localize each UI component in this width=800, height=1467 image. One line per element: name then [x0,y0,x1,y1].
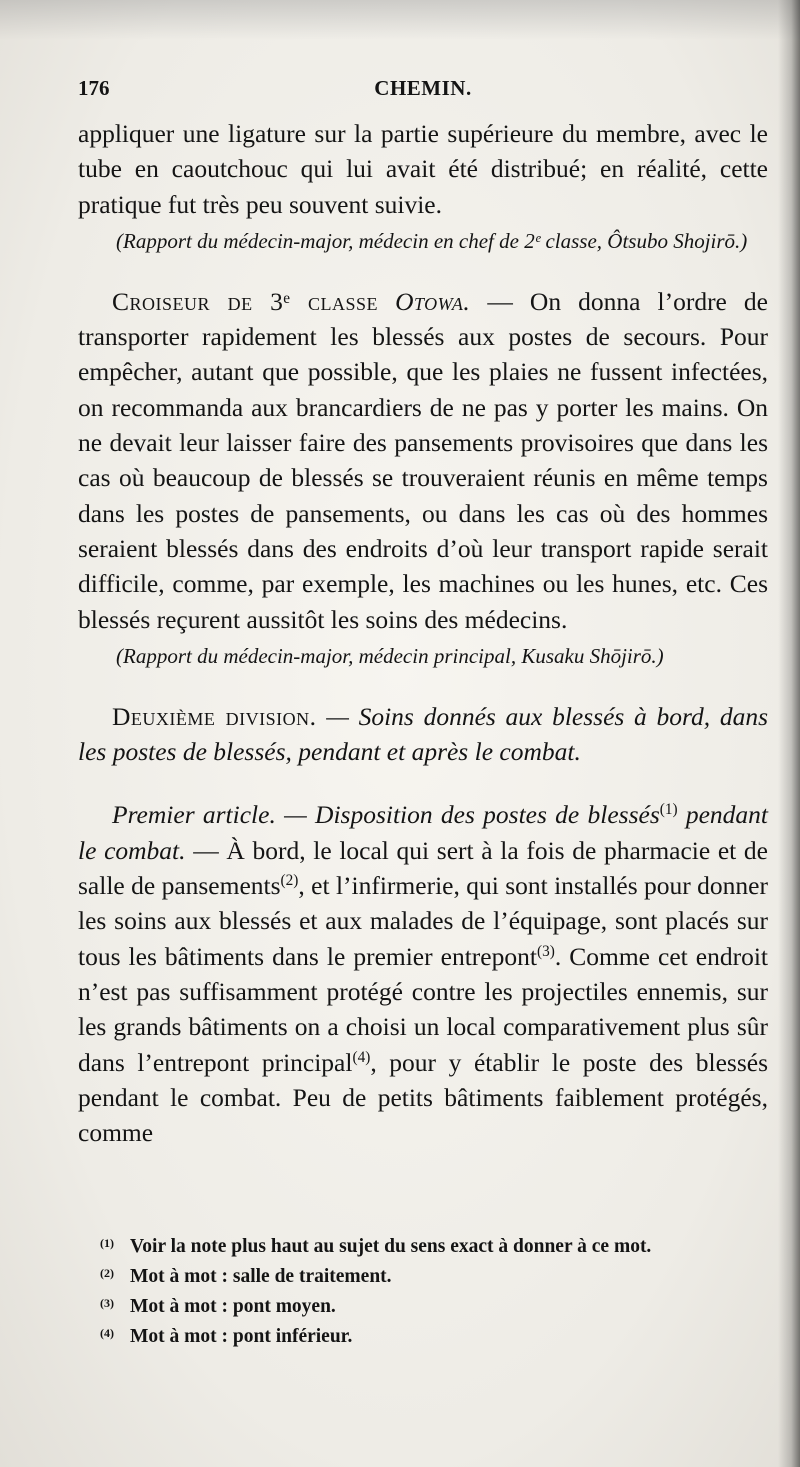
division-title: — Soins donnés aux blessés à bord, dans les postes de blessés, pendant et après le combat. [78,701,768,767]
footnote-mark: (2) [100,1266,114,1280]
running-title: CHEMIN. [374,76,472,100]
article-title-end: pendant le combat. [78,800,769,865]
section-heading-division [78,699,768,770]
main-text [78,116,768,1150]
page-number: 176 [78,76,110,100]
article-title: — Disposition des postes de blessés [284,800,660,830]
footnote-ref-3[interactable]: (3) [536,942,555,960]
footnote-ref-4[interactable]: (4) [352,1048,371,1066]
footnote [100,1262,760,1292]
footnote-text: Mot à mot : pont inférieur. [130,1326,353,1347]
footnote [100,1232,760,1262]
footnote-text: Mot à mot : salle de traitement. [130,1266,392,1287]
page-header [78,76,768,106]
ship-name: Otowa. [395,286,471,316]
paragraph-continuation: appliquer une ligature sur la partie supérieure du membre, avec le tube en caoutchouc qui lui avait été distribué; en réalité, cette pratique fut très peu souvent suivie. [78,119,768,219]
footnote [100,1292,760,1322]
footnote-ref-1[interactable]: (1) [659,801,678,819]
footnote-text: Voir la note plus haut au sujet du sens exact à donner à ce mot. [130,1236,652,1257]
article-label: Premier article. [112,800,276,830]
footnote-ref-2[interactable]: (2) [280,871,299,889]
article-text-b: , et l’infirmerie, qui sont installés pour donner les soins aux blessés et aux malades de l’équipage, sont placés sur tous les bâtiments dans le premier entrepont [78,871,768,971]
section-gap [78,769,768,797]
paragraph-article [78,797,768,1150]
footnote-text: Mot à mot : pont moyen. [130,1296,336,1317]
article-text-d: , pour y établir le poste des blessés pendant le combat. Peu de petits bâtiments faiblement protégés, comme [78,1047,769,1148]
footnote-mark: (1) [100,1236,114,1250]
section-gap [78,256,768,284]
citation-otsubo: (Rapport du médecin-major, médecin en chef de 2ᵉ classe, Ôtsubo Shojirō.) [116,228,748,253]
paragraph-otowa-text: — On donna l’ordre de transporter rapidement les blessés aux postes de secours. Pour empêcher, autant que possible, que les plaies ne fussent infectées, on recommanda aux brancardiers de ne pas y porter les mains. On ne devait leur laisser faire des pansements provisoires que dans les cas où beaucoup de blessés se trouveraient réunis en même temps dans les postes de pansements, ou dans les cas où des hommes seraient blessés dans des endroits d’où leur transport rapide serait difficile, comme, par exemple, les machines ou les hunes, etc. Ces blessés reçurent aussitôt les soins des médecins. [78,286,769,634]
article-text-a: — À bord, le local qui sert à la fois de pharmacie et de salle de pansements [78,835,768,901]
footnote-mark: (4) [100,1326,114,1340]
paragraph-otowa [78,284,768,637]
ship-class-label: Croiseur de 3ᵉ classe [112,286,378,316]
footnote [100,1322,760,1352]
footnotes [100,1232,760,1352]
citation-kusaku: (Rapport du médecin-major, médecin principal, Kusaku Shōjirō.) [116,643,664,668]
page-binding-shadow [778,0,800,1467]
article-text-c: . Comme cet endroit n’est pas suffisamment protégé contre les projectiles ennemis, sur les grands bâtiments on a choisi un local comparativement plus sûr dans l’entrepont principal [78,941,769,1077]
page-top-shadow [0,0,800,40]
section-gap [78,671,768,699]
footnote-mark: (3) [100,1296,114,1310]
division-label: Deuxième division. [112,701,317,731]
